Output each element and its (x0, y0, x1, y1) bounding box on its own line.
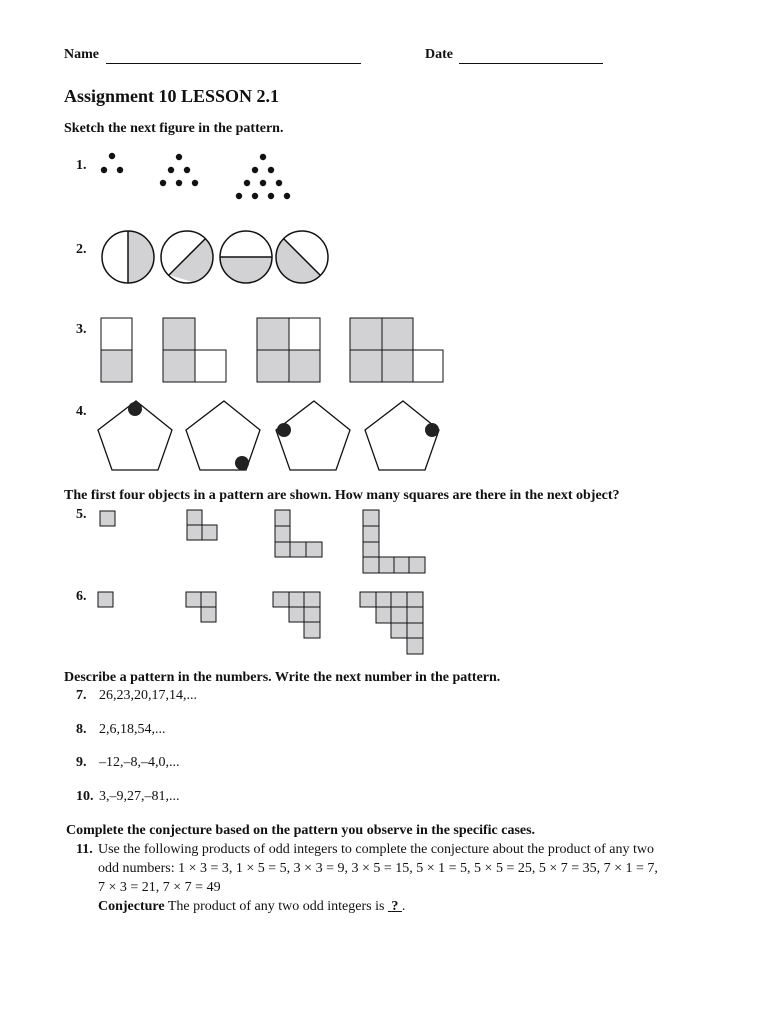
q11-line2: odd numbers: 1 × 3 = 3, 1 × 5 = 5, 3 × 3 = 9, 3 × 5 = 15, 5 × 1 = 5, 5 × 5 = 25, 5 × 7 = 35, 7 × 1 = 7, (98, 861, 658, 876)
conjecture-blank[interactable]: ? (391, 899, 399, 914)
q2-number: 2. (76, 242, 87, 257)
q10-number: 10. (76, 789, 94, 804)
section4-instruction: Complete the conjecture based on the pattern you observe in the specific cases. (66, 823, 536, 838)
q8-number: 8. (76, 722, 87, 737)
q11-line3: 7 × 3 = 21, 7 × 7 = 49 (98, 880, 221, 895)
q1-number: 1. (76, 158, 87, 173)
section1-instruction: Sketch the next figure in the pattern. (64, 121, 284, 136)
date-label: Date (425, 47, 453, 62)
section3-instruction: Describe a pattern in the numbers. Write the next number in the pattern. (64, 670, 501, 685)
q6-number: 6. (76, 589, 87, 604)
q7-sequence: 26,23,20,17,14,... (99, 688, 197, 703)
q9-number: 9. (76, 755, 87, 770)
q11-number: 11. (76, 842, 93, 857)
conjecture-text: The product of any two odd integers is (167, 899, 385, 914)
page-title: Assignment 10 LESSON 2.1 (64, 86, 280, 106)
section2-instruction: The first four objects in a pattern are shown. How many squares are there in the next object? (64, 488, 620, 503)
q10-sequence: 3,–9,27,–81,... (99, 789, 180, 804)
q3-number: 3. (76, 322, 87, 337)
conjecture-label: Conjecture (98, 899, 165, 914)
name-label: Name (64, 47, 99, 62)
q5-number: 5. (76, 507, 87, 522)
q11-conjecture: Conjecture The product of any two odd integers is ? . (98, 899, 406, 914)
q11-line1: Use the following products of odd integers to complete the conjecture about the product of any two (98, 842, 654, 857)
q7-number: 7. (76, 688, 87, 703)
q8-sequence: 2,6,18,54,... (99, 722, 166, 737)
q4-number: 4. (76, 404, 87, 419)
q9-sequence: –12,–8,–4,0,... (99, 755, 180, 770)
